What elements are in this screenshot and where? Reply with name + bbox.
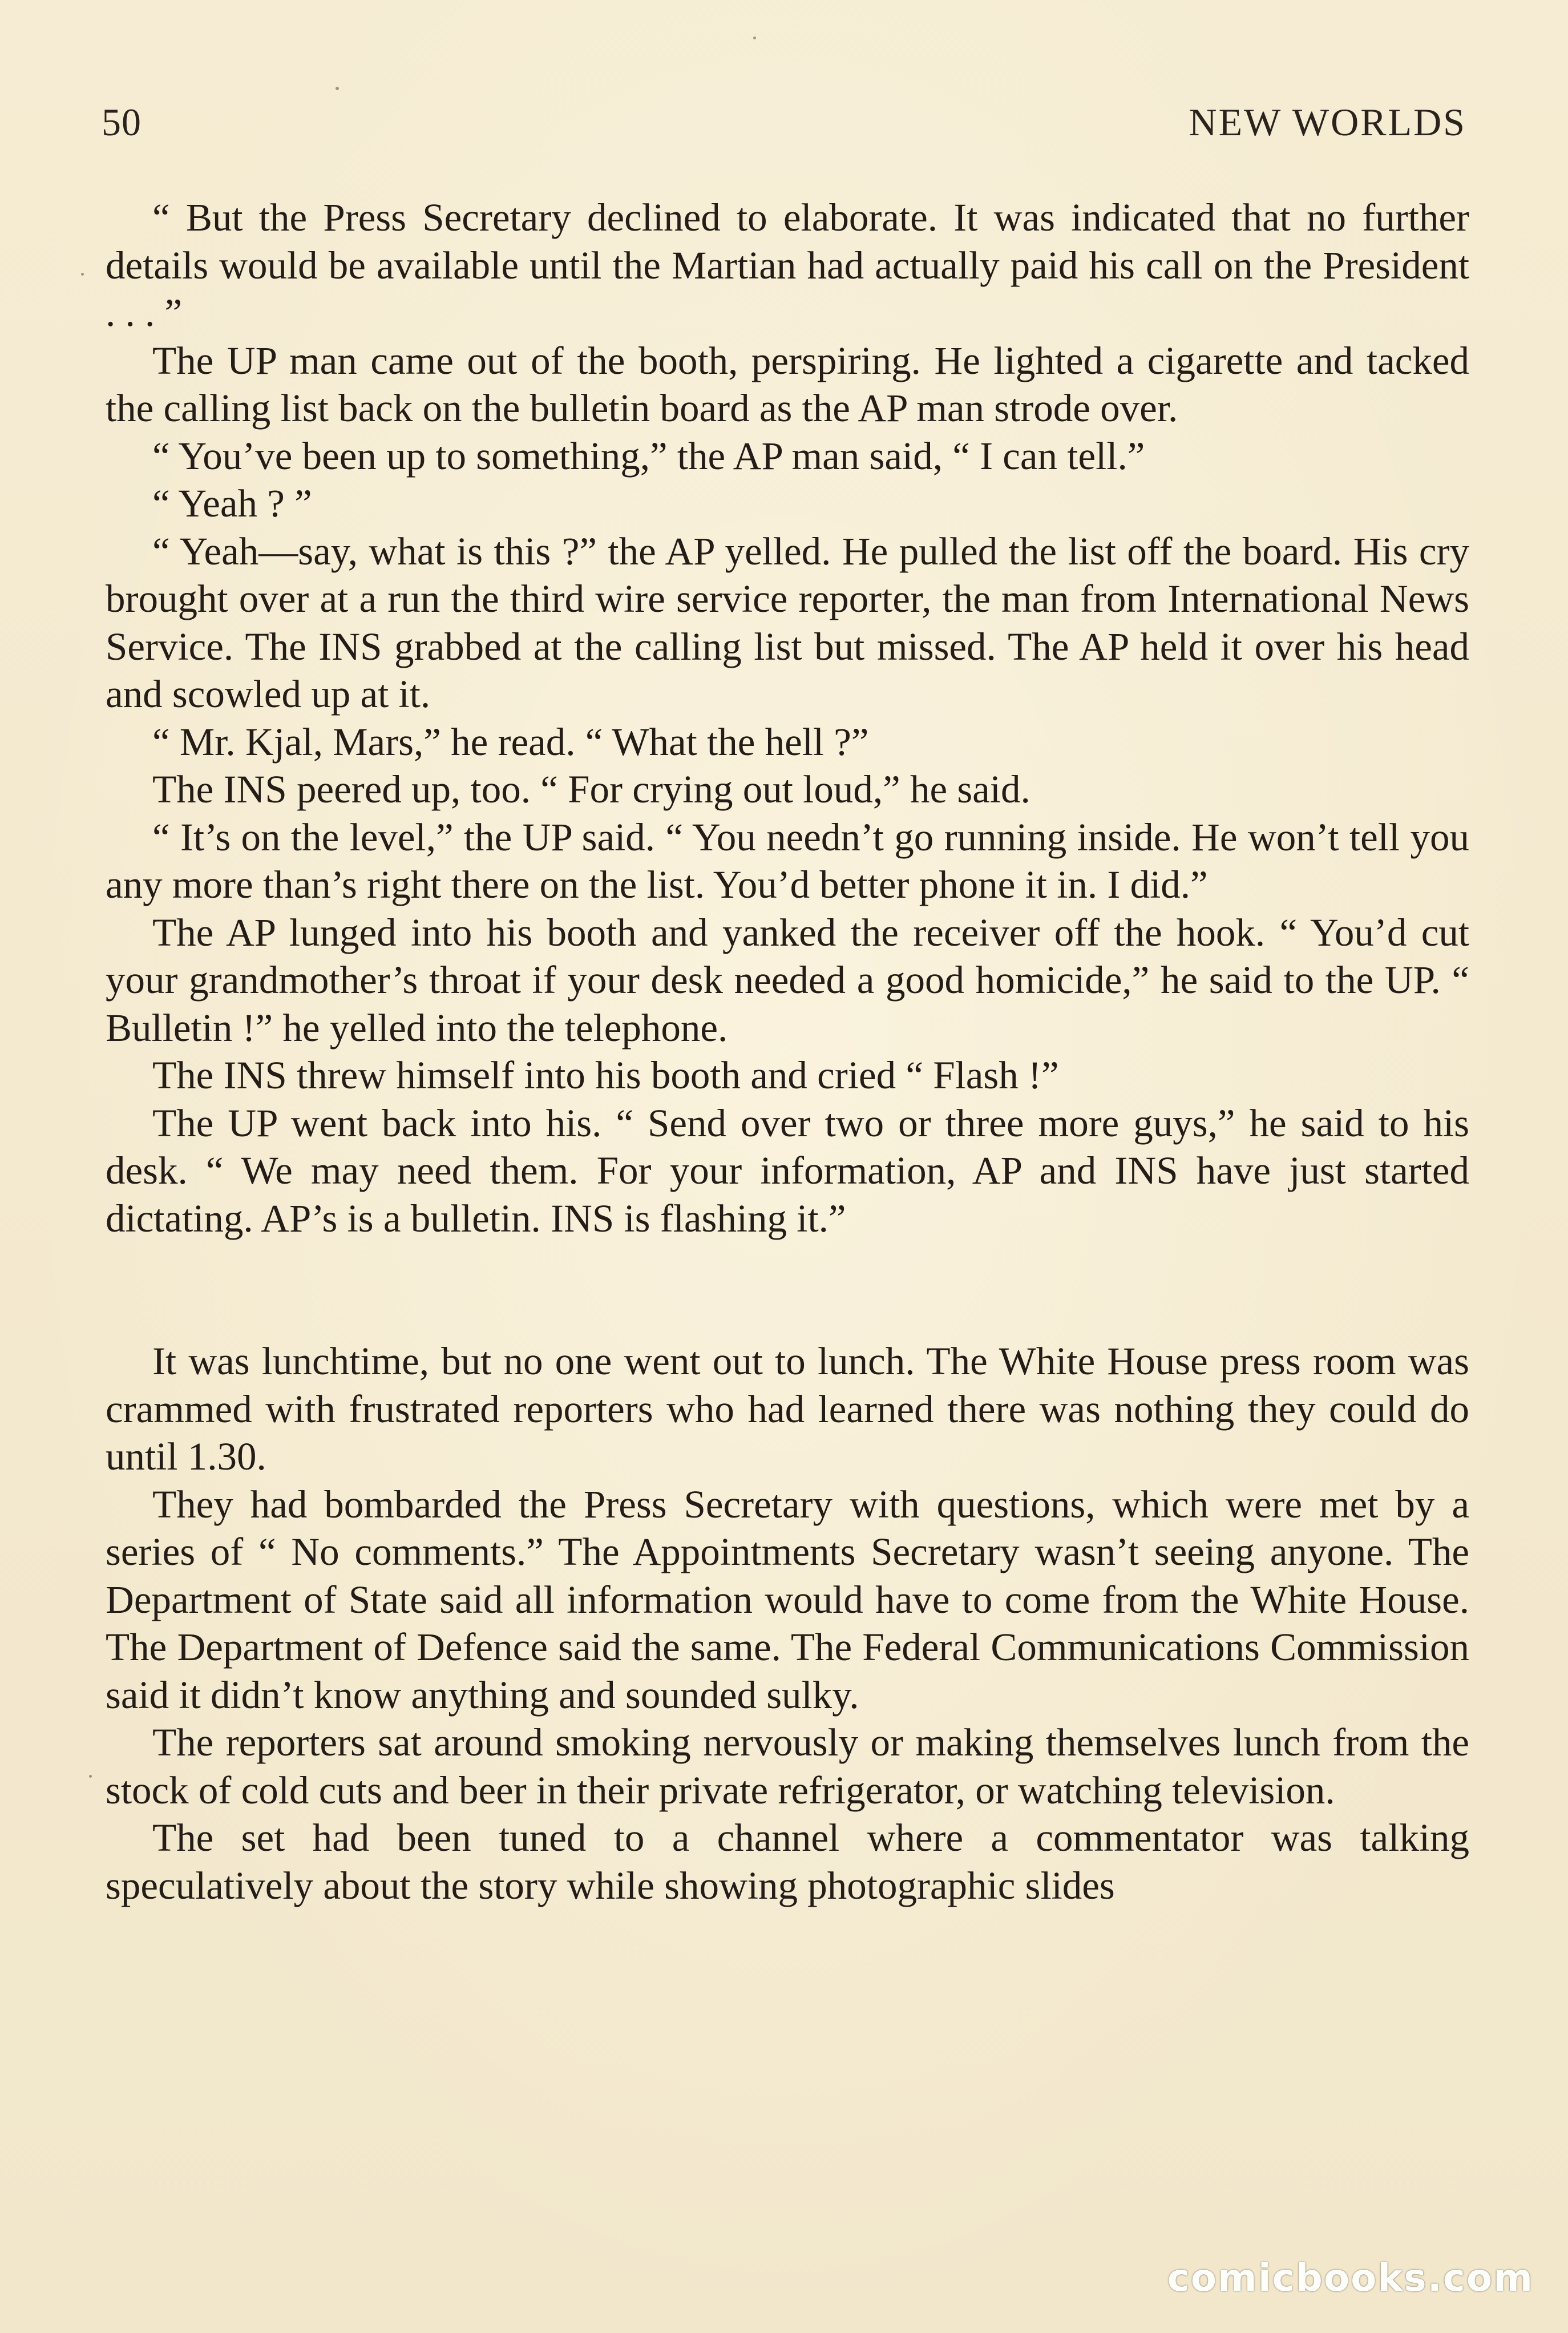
watermark: comicbooks.com	[1167, 2256, 1534, 2300]
paragraph: The UP went back into his. “ Send over two or three more guys,” he said to his desk. “ We may need them. For your information, AP and INS have just started dictating. AP’s is a bulletin. INS is flashing it.”	[106, 1101, 1469, 1240]
running-head	[102, 100, 1466, 151]
paragraph: “ Yeah ? ”	[152, 482, 312, 525]
body-text	[106, 194, 1469, 1910]
paper-speck	[81, 273, 84, 276]
paragraph: The set had been tuned to a channel where a commentator was talking speculatively about the story while showing photographic slides	[106, 1816, 1469, 1907]
paper-speck	[753, 37, 756, 39]
paragraph: “ Yeah—say, what is this ?” the AP yelled. He pulled the list off the board. His cry brought over at a run the third wire service reporter, the man from International News Service. The INS grabbed at the calling list but missed. The AP held it over his head and scowled up at it.	[106, 529, 1469, 716]
page-number: 50	[102, 100, 142, 144]
paragraph: “ You’ve been up to something,” the AP man said, “ I can tell.”	[152, 434, 1145, 478]
paragraph: The AP lunged into his booth and yanked the receiver off the hook. “ You’d cut your grandmother’s throat if your desk needed a good homicide,” he said to the UP. “ Bulletin !” he yelled into the telephone.	[106, 910, 1469, 1050]
paragraph: “ It’s on the level,” the UP said. “ You needn’t go running inside. He won’t tell you any more than’s right there on the list. You’d better phone it in. I did.”	[106, 815, 1469, 906]
paragraph: The reporters sat around smoking nervously or making themselves lunch from the stock of cold cuts and beer in their private refrigerator, or watching television.	[106, 1721, 1469, 1812]
paragraph: The INS peered up, too. “ For crying out loud,” he said.	[152, 768, 1030, 811]
paragraph: They had bombarded the Press Secretary with questions, which were met by a series of “ No comments.” The Appointments Secretary wasn’t seeing anyone. The Department of State said all information would have to come from the White House. The Department of Defence said the same. The Federal Communications Commission said it didn’t know anything and sounded sulky.	[106, 1482, 1469, 1717]
running-title: NEW WORLDS	[1189, 100, 1466, 144]
paragraph: The INS threw himself into his booth and cried “ Flash !”	[152, 1054, 1059, 1097]
paragraph: “ Mr. Kjal, Mars,” he read. “ What the hell ?”	[152, 720, 869, 764]
paper-speck	[89, 1775, 92, 1778]
paragraph: It was lunchtime, but no one went out to lunch. The White House press room was crammed with frustrated reporters who had learned there was nothing they could do until 1.30.	[106, 1339, 1469, 1478]
paper-speck	[336, 87, 339, 90]
paragraph: “ But the Press Secretary declined to elaborate. It was indicated that no further details would be available until the Martian had actually paid his call on the President . . . ”	[106, 196, 1469, 334]
paragraph: The UP man came out of the booth, perspiring. He lighted a cigarette and tacked the calling list back on the bulletin board as the AP man strode over.	[106, 338, 1469, 430]
section-break	[106, 1242, 1469, 1338]
